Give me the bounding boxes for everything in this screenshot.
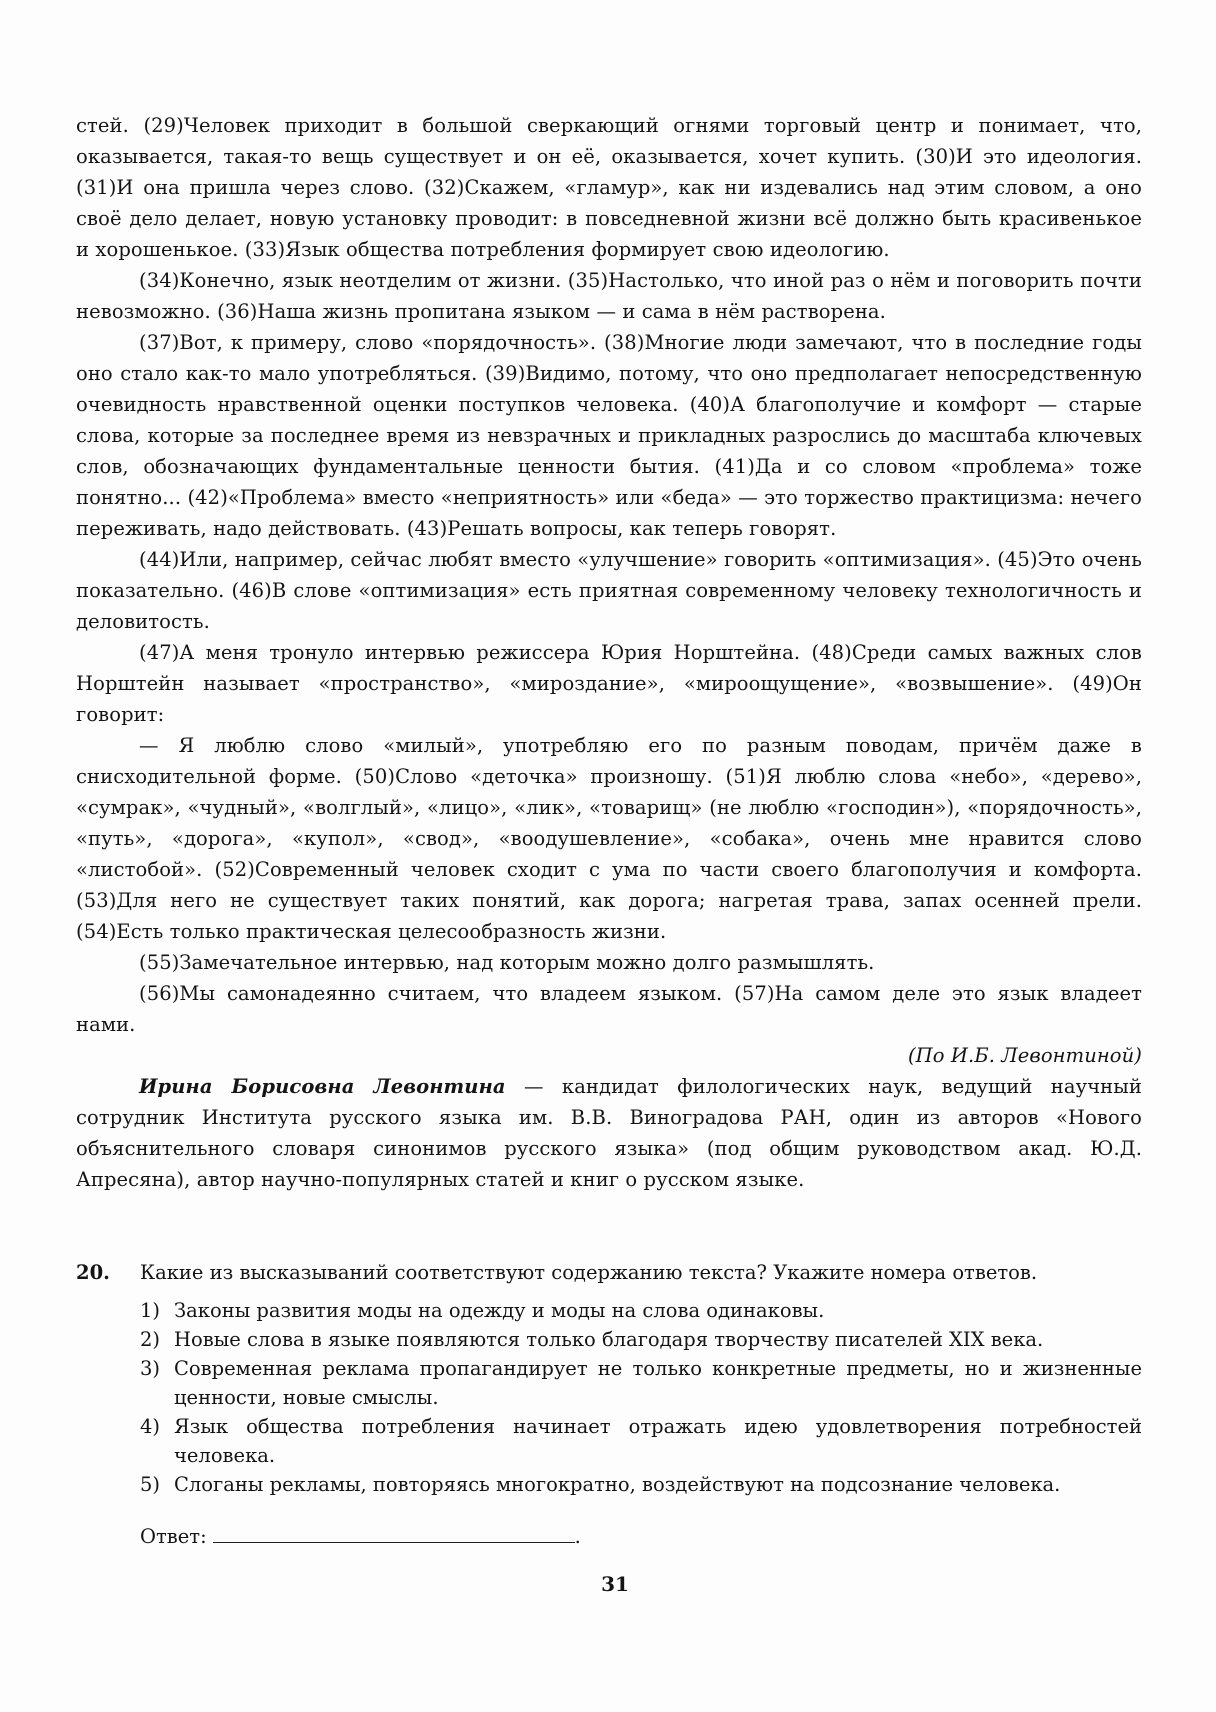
paragraph-3: (37)Вот, к примеру, слово «порядочность». (38)Многие люди замечают, что в последние годы оно стало как-то мало употребляться. (39)Видимо, потому, что оно предполагает непосредственную очевидность нравственной оценки поступков человека. (40)А благополучие и комфорт — старые слова, которые за последнее время из невзрачных и прикладных разрослись до масштаба ключевых слов, обозначающих фундаментальные ценности бытия. (41)Да и со словом «проблема» тоже понятно... (42)«Проблема» вместо «неприятность» или «беда» — это торжество практицизма: нечего переживать, надо действовать. (43)Решать вопросы, как теперь говорят. — [76, 331, 1142, 540]
option-text: Слоганы рекламы, повторяясь многократно, воздействуют на подсознание человека. — [174, 1473, 1061, 1496]
paragraph-1: стей. (29)Человек приходит в большой сверкающий огнями торговый центр и понимает, что, оказывается, такая-то вещь существует и он её, оказывается, хочет купить. (30)И это идеология. (31)И она пришла через слово. (32)Скажем, «гламур», как ни издевались над этим словом, а оно своё дело делает, новую установку проводит: в повседневной жизни всё должно быть красивенькое и хорошенькое. (33)Язык общества потребления формирует свою идеологию. — [76, 114, 1142, 261]
answer-field[interactable] — [213, 1522, 575, 1543]
paragraph-8: (56)Мы самонадеянно считаем, что владеем языком. (57)На самом деле это язык владеет нами. — [76, 982, 1142, 1036]
option-4 — [140, 1412, 1142, 1470]
answer-end: . — [574, 1525, 581, 1548]
paragraph-4: (44)Или, например, сейчас любят вместо «улучшение» говорить «оптимизация». (45)Это очень показательно. (46)В слове «оптимизация» есть приятная современному человеку технологичность и деловитость. — [76, 548, 1142, 633]
reading-text — [76, 110, 1142, 1195]
task-number: 20. — [76, 1261, 110, 1284]
option-number: 1) — [140, 1299, 161, 1322]
option-text: Язык общества потребления начинает отражать идею удовлетворения потребностей человека. — [174, 1415, 1142, 1467]
option-text: Современная реклама пропагандирует не только конкретные предметы, но и жизненные ценности, новые смыслы. — [174, 1357, 1142, 1409]
paragraph-7: (55)Замечательное интервью, над которым можно долго размышлять. — [139, 951, 875, 974]
page-number: 31 — [601, 1572, 629, 1596]
source-attribution: (По И.Б. Левонтиной) — [907, 1044, 1142, 1067]
answer-options — [140, 1296, 1142, 1499]
option-text: Новые слова в языке появляются только благодаря творчеству писателей XIX века. — [174, 1328, 1044, 1351]
option-5 — [140, 1470, 1142, 1499]
answer-row — [140, 1522, 740, 1551]
paragraph-5: (47)А меня тронуло интервью режиссера Юрия Норштейна. (48)Среди самых важных слов Норштейн называет «пространство», «мироздание», «мироощущение», «возвышение». (49)Он говорит: — [76, 641, 1142, 726]
option-3 — [140, 1354, 1142, 1412]
author-note — [76, 1071, 1142, 1195]
paragraph-2: (34)Конечно, язык неотделим от жизни. (35)Настолько, что иной раз о нём и поговорить почти невозможно. (36)Наша жизнь пропитана языком — и сама в нём растворена. — [76, 269, 1142, 323]
option-number: 4) — [140, 1415, 161, 1438]
option-number: 3) — [140, 1357, 161, 1380]
option-number: 2) — [140, 1328, 161, 1351]
option-number: 5) — [140, 1473, 161, 1496]
task-question: Какие из высказываний соответствуют содержанию текста? Укажите номера ответов. — [140, 1261, 1038, 1284]
option-1 — [140, 1296, 1142, 1325]
author-bio: — кандидат филологических наук, ведущий научный сотрудник Института русского языка им. В.В. Виноградова РАН, один из авторов «Нового объяснительного словаря синонимов русского языка» (под общим руководством акад. Ю.Д. Апресяна), автор научно-популярных статей и книг о русском языке. — [76, 1075, 1142, 1191]
paragraph-6: — Я люблю слово «милый», употребляю его по разным поводам, причём даже в снисходительной форме. (50)Слово «деточка» произношу. (51)Я люблю слова «небо», «дерево», «сумрак», «чудный», «волглый», «лицо», «лик», «товарищ» (не люблю «господин»), «порядочность», «путь», «дорога», «купол», «свод», «воодушевление», «собака», очень мне нравится слово «листобой». (52)Современный человек сходит с ума по части своего благополучия и комфорта. (53)Для него не существует таких понятий, как дорога; нагретая трава, запах осенней прели. (54)Есть только практическая целесообразность жизни. — [76, 734, 1142, 943]
author-name: Ирина Борисовна Левонтина — [139, 1075, 506, 1098]
option-text: Законы развития моды на одежду и моды на слова одинаковы. — [174, 1299, 825, 1322]
option-2 — [140, 1325, 1142, 1354]
answer-label: Ответ: — [140, 1525, 207, 1548]
